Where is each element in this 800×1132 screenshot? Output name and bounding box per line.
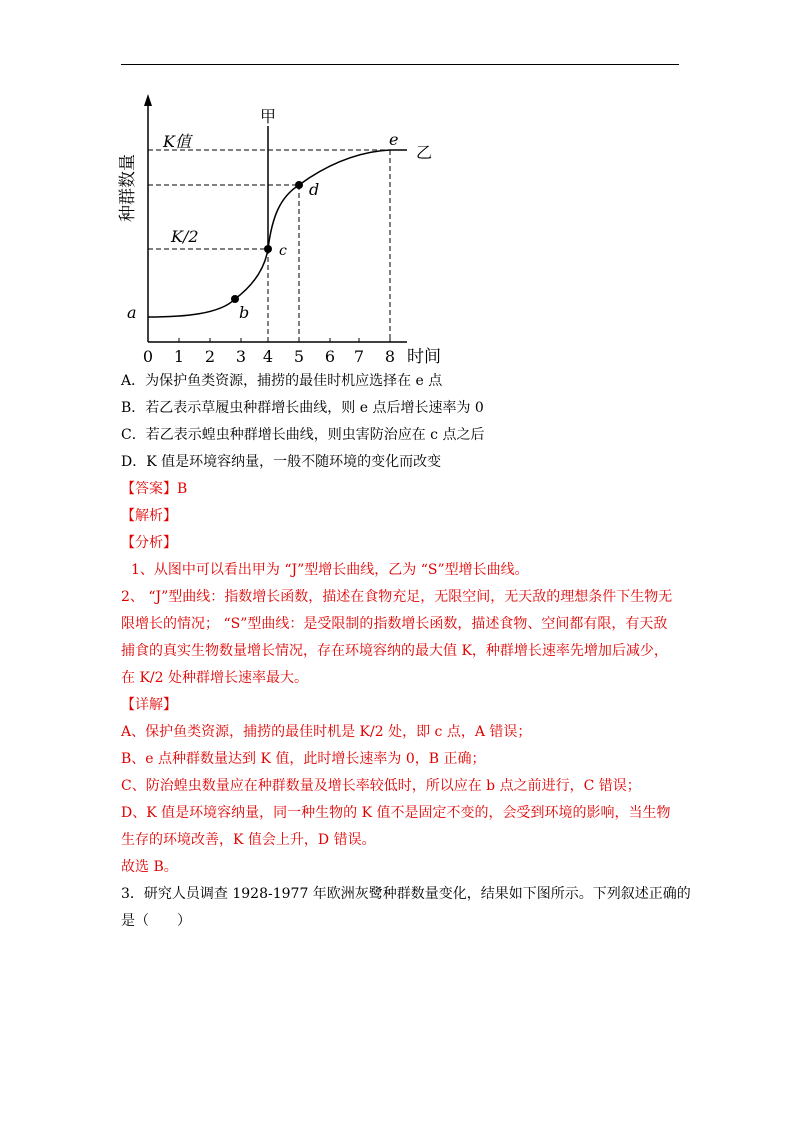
fenxi-line: 1、从图中可以看出甲为 “J”型增长曲线，乙为 “S”型增长曲线。 — [131, 562, 529, 578]
point-c — [264, 245, 272, 253]
x-tick-label: 7 — [353, 347, 365, 366]
header-rule — [121, 64, 679, 65]
point-d — [295, 181, 303, 189]
fenxi-line: 2、 “J”型曲线：指数增长函数，描述在食物充足，无限空间，无天敌的理想条件下生物无 — [121, 589, 673, 605]
curve-j-label: 甲 — [259, 107, 277, 126]
answer: 【答案】B — [121, 481, 188, 497]
question-3-line: 3．研究人员调查 1928-1977 年欧洲灰鹭种群数量变化，结果如下图所示。下列叙述正确的 — [121, 886, 691, 902]
xiangjie-line: 生存的环境改善，K 值会上升，D 错误。 — [121, 832, 376, 848]
x-tick-label: 1 — [173, 347, 185, 366]
k-half-label: K/2 — [171, 227, 199, 246]
point-a-label: a — [127, 303, 137, 322]
option-c: C．若乙表示蝗虫种群增长曲线，则虫害防治应在 c 点之后 — [121, 427, 485, 443]
x-tick-label: 4 — [262, 347, 274, 366]
x-tick-label: 0 — [142, 347, 154, 366]
xiangjie-line: A、保护鱼类资源，捕捞的最佳时机是 K/2 处，即 c 点，A 错误； — [121, 724, 532, 740]
x-axis-label: 时间 — [407, 347, 441, 367]
x-tick-label: 6 — [324, 347, 336, 366]
point-c-label: c — [279, 243, 287, 259]
analysis-heading: 【解析】 — [121, 508, 177, 524]
question-3-line: 是（ ） — [121, 913, 191, 929]
point-b — [231, 295, 239, 303]
x-tick-label: 3 — [235, 347, 247, 366]
x-tick-label: 5 — [293, 347, 305, 366]
xiangjie-heading: 【详解】 — [121, 697, 177, 713]
option-b: B．若乙表示草履虫种群增长曲线，则 e 点后增长速率为 0 — [121, 400, 484, 416]
population-growth-figure — [115, 92, 455, 372]
y-axis-label: 种群数量 — [118, 154, 138, 222]
fenxi-heading: 【分析】 — [121, 535, 177, 551]
conclusion: 故选 B。 — [121, 859, 178, 875]
y-axis-arrow — [144, 94, 152, 106]
curve-s-label: 乙 — [416, 143, 433, 162]
point-b-label: b — [239, 303, 250, 322]
point-e-label: e — [389, 130, 399, 149]
k-label: K值 — [163, 132, 191, 151]
option-d: D．K 值是环境容纳量，一般不随环境的变化而改变 — [121, 454, 442, 470]
x-tick-label: 8 — [384, 347, 396, 366]
xiangjie-line: D、K 值是环境容纳量，同一种生物的 K 值不是固定不变的，会受到环境的影响，当生物 — [121, 805, 671, 821]
option-a: A．为保护鱼类资源，捕捞的最佳时机应选择在 e 点 — [121, 373, 443, 389]
xiangjie-line: C、防治蝗虫数量应在种群数量及增长率较低时，所以应在 b 点之前进行，C 错误； — [121, 778, 641, 794]
fenxi-line: 捕食的真实生物数量增长情况，存在环境容纳的最大值 K，种群增长速率先增加后减少， — [121, 643, 668, 659]
fenxi-line: 在 K/2 处种群增长速率最大。 — [121, 670, 308, 686]
fenxi-line: 限增长的情况； “S”型曲线：是受限制的指数增长函数，描述食物、空间都有限，有天敌 — [121, 616, 668, 632]
xiangjie-line: B、e 点种群数量达到 K 值，此时增长速率为 0，B 正确； — [121, 751, 486, 767]
point-d-label: d — [309, 180, 320, 199]
x-tick-label: 2 — [204, 347, 216, 366]
